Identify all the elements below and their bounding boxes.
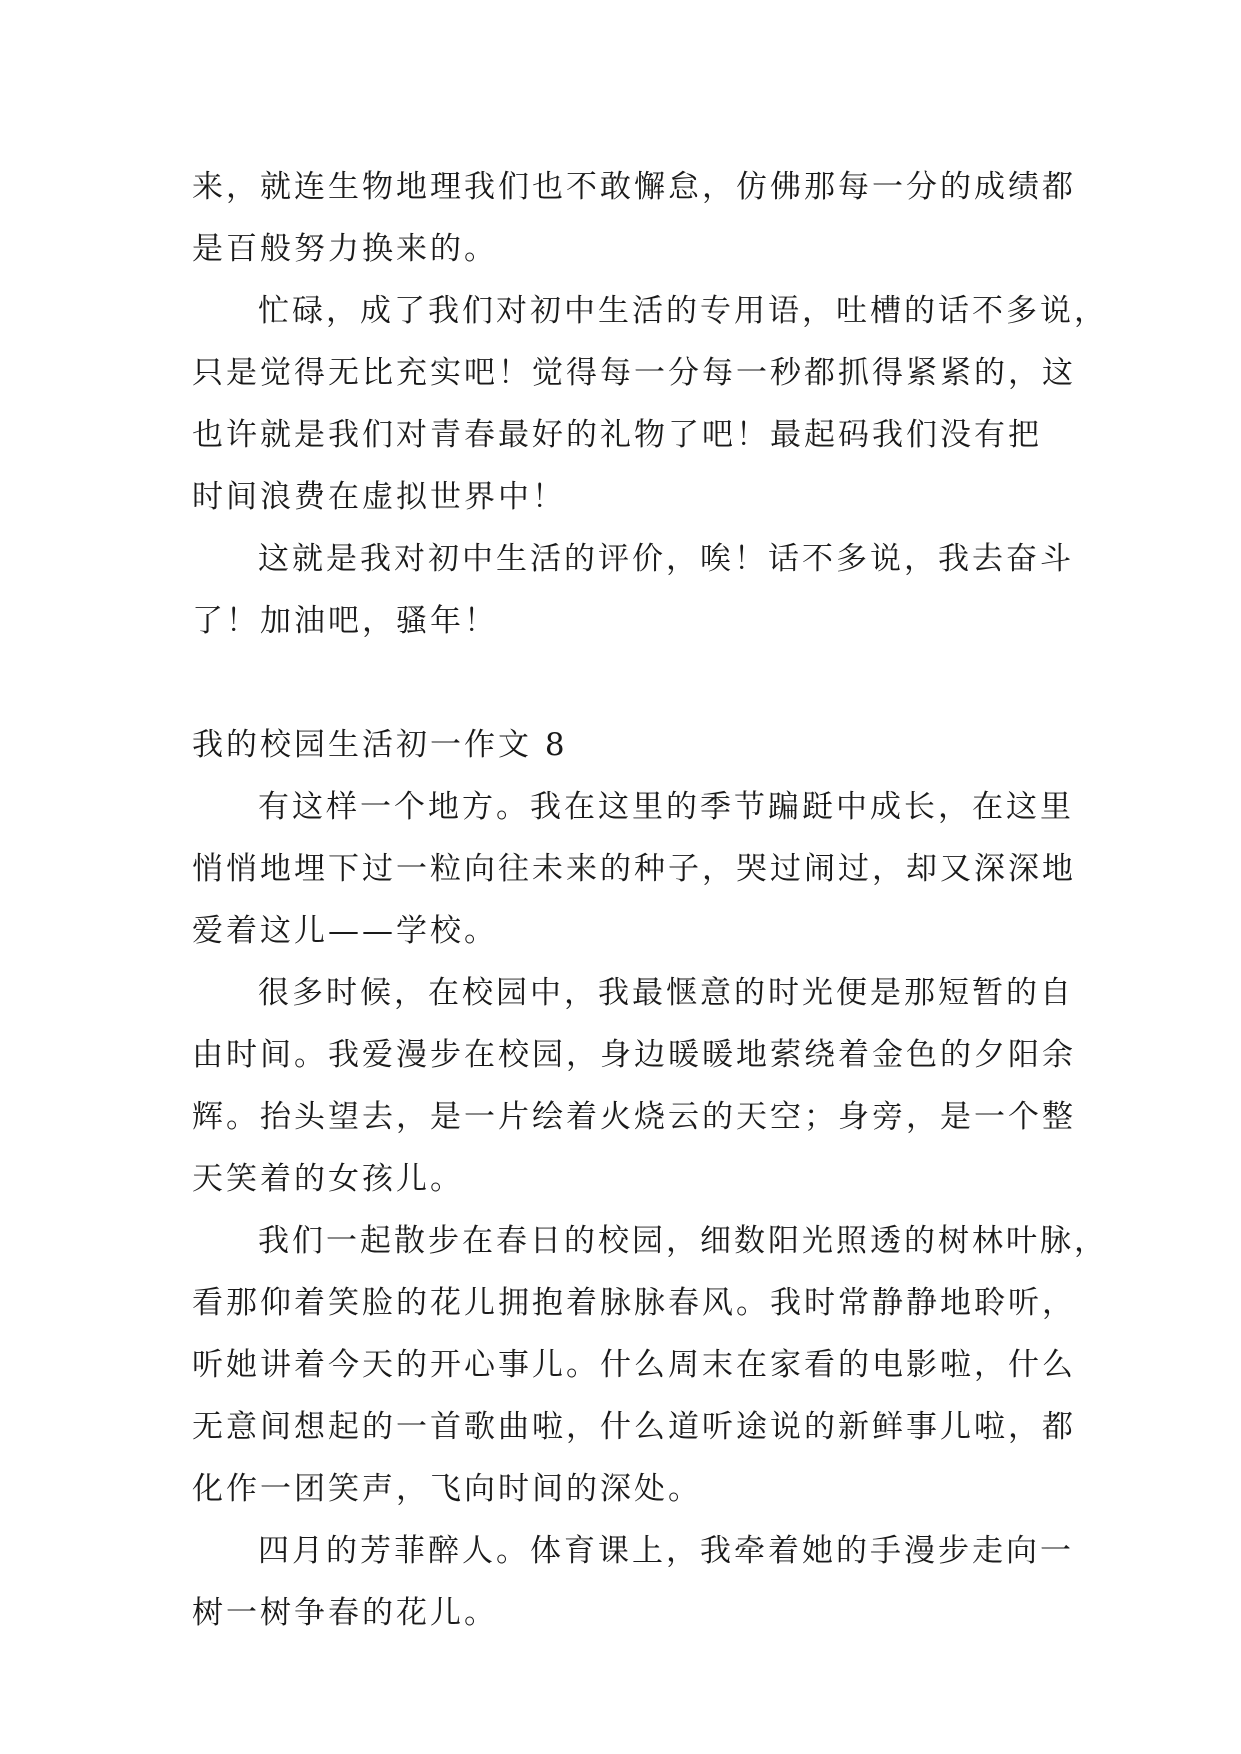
- paragraph-line: 有这样一个地方。我在这里的季节蹁跹中成长，在这里: [258, 789, 1074, 825]
- paragraph-line: 了！加油吧，骚年！: [192, 603, 498, 639]
- paragraph-line: 听她讲着今天的开心事儿。什么周末在家看的电影啦，什么: [192, 1347, 1076, 1383]
- paragraph-line: 四月的芳菲醉人。体育课上，我牵着她的手漫步走向一: [258, 1533, 1074, 1569]
- paragraph-line: 也许就是我们对青春最好的礼物了吧！最起码我们没有把: [192, 417, 1042, 453]
- paragraph-line: 爱着这儿——学校。: [192, 913, 498, 949]
- paragraph-line: 看那仰着笑脸的花儿拥抱着脉脉春风。我时常静静地聆听，: [192, 1285, 1076, 1321]
- paragraph-line: 无意间想起的一首歌曲啦，什么道听途说的新鲜事儿啦，都: [192, 1409, 1076, 1445]
- paragraph-line: 很多时候，在校园中，我最惬意的时光便是那短暂的自: [258, 975, 1074, 1011]
- section-title: 我的校园生活初一作文 8: [192, 727, 568, 763]
- section-spacer: [192, 652, 1062, 714]
- paragraph-line: 时间浪费在虚拟世界中！: [192, 479, 566, 515]
- paragraph-line: 只是觉得无比充实吧！觉得每一分每一秒都抓得紧紧的，这: [192, 355, 1076, 391]
- paragraph-line: 忙碌，成了我们对初中生活的专用语，吐槽的话不多说，: [258, 293, 1108, 329]
- paragraph-line: 由时间。我爱漫步在校园，身边暖暖地萦绕着金色的夕阳余: [192, 1037, 1076, 1073]
- paragraph-line: 树一树争春的花儿。: [192, 1595, 498, 1631]
- paragraph-line: 是百般努力换来的。: [192, 231, 498, 267]
- paragraph-line: 来，就连生物地理我们也不敢懈怠，仿佛那每一分的成绩都: [192, 169, 1076, 205]
- paragraph-line: 天笑着的女孩儿。: [192, 1161, 464, 1197]
- paragraph-line: 辉。抬头望去，是一片绘着火烧云的天空；身旁，是一个整: [192, 1099, 1076, 1135]
- paragraph-line: 化作一团笑声，飞向时间的深处。: [192, 1471, 702, 1507]
- paragraph-line: 我们一起散步在春日的校园，细数阳光照透的树林叶脉，: [258, 1223, 1108, 1259]
- document-body: [192, 156, 1108, 1644]
- paragraph-line: 这就是我对初中生活的评价，唉！话不多说，我去奋斗: [258, 541, 1074, 577]
- paragraph-line: 悄悄地埋下过一粒向往未来的种子，哭过闹过，却又深深地: [192, 851, 1076, 887]
